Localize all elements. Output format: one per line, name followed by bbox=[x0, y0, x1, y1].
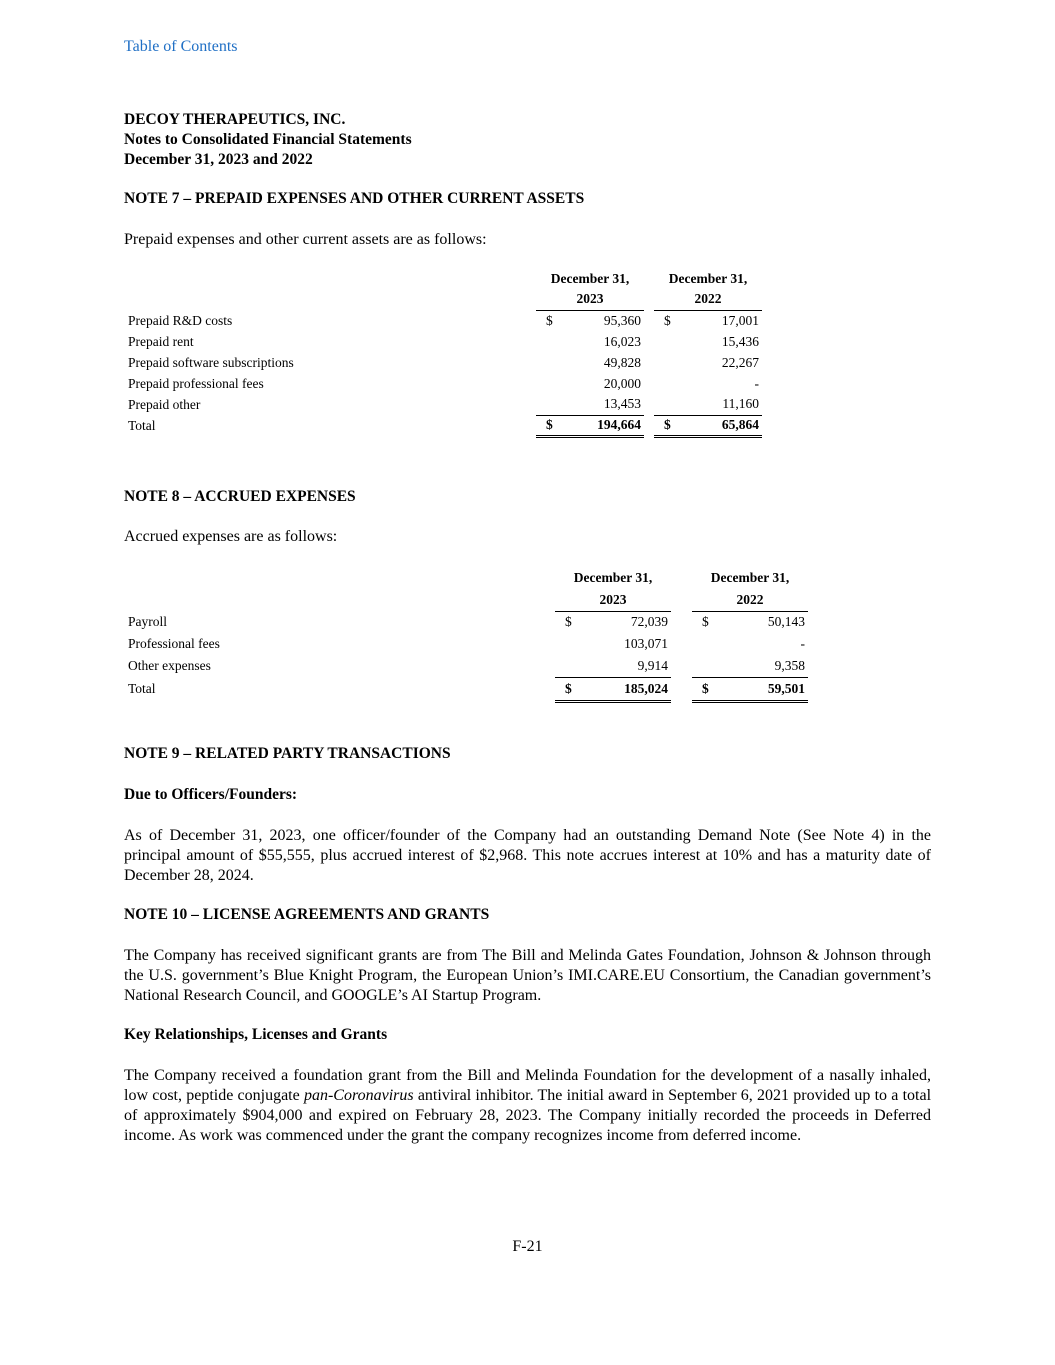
note7-title: NOTE 7 – PREPAID EXPENSES AND OTHER CURRENT ASSETS bbox=[124, 190, 585, 207]
value-2022: $ 17,001 bbox=[654, 310, 762, 331]
note8-header-2022-year: 2022 bbox=[692, 589, 808, 611]
value-2023: $ 95,360 bbox=[536, 310, 644, 331]
total-row bbox=[124, 677, 808, 701]
note7-header-2022-label: December 31, bbox=[668, 270, 748, 286]
italic-term: pan-Coronavirus bbox=[303, 1087, 414, 1104]
currency-symbol: $ bbox=[702, 614, 709, 630]
note8-intro: Accrued expenses are as follows: bbox=[124, 528, 338, 545]
total-label: Total bbox=[128, 681, 156, 696]
value-2022: - bbox=[800, 636, 805, 651]
total-row bbox=[124, 415, 762, 436]
note7-header-2022-year: 2022 bbox=[654, 289, 762, 310]
table-row bbox=[124, 611, 808, 633]
row-label: Other expenses bbox=[128, 658, 211, 673]
note10-title: NOTE 10 – LICENSE AGREEMENTS AND GRANTS bbox=[124, 906, 490, 923]
statement-subtitle: Notes to Consolidated Financial Statements bbox=[124, 131, 412, 148]
value-2023: 13,453 bbox=[536, 394, 644, 415]
row-label: Prepaid R&D costs bbox=[128, 312, 233, 328]
note8-title: NOTE 8 – ACCRUED EXPENSES bbox=[124, 488, 356, 505]
value-2022: 15,436 bbox=[721, 333, 759, 349]
note8-header-2022-label: December 31, bbox=[710, 570, 790, 585]
statement-period: December 31, 2023 and 2022 bbox=[124, 151, 313, 168]
currency-symbol: $ bbox=[546, 312, 553, 328]
row-label: Professional fees bbox=[128, 636, 220, 651]
total-2023: $ 194,664 bbox=[536, 415, 644, 436]
table-of-contents-link[interactable]: Table of Contents bbox=[124, 38, 238, 55]
value-2023: 49,828 bbox=[603, 354, 641, 370]
value-2022: 11,160 bbox=[654, 394, 762, 415]
note10-paragraph-2: The Company received a foundation grant from the Bill and Melinda Foundation for the development of a nasally inhaled, low cost, peptide conjugate pan-Coronavirus antiviral inhibitor. The initial award in September 6, 2021 provided up to a total of approximately $904,000 and expired on February 28, 2023. The Company initially recorded the proceeds in Deferred income. As work was commenced under the grant the company recognizes income from deferred income. bbox=[124, 1067, 932, 1144]
value-2022: $ 50,143 bbox=[692, 611, 808, 633]
note10-paragraph-1: The Company has received significant grants are from The Bill and Melinda Gates Foundation, Johnson & Johnson through the U.S. government’s Blue Knight Program, the European Union’s IMI.CARE.EU Consortium, the Canadian government’s National Research Council, and GOOGLE’s AI Startup Program. bbox=[124, 947, 931, 1004]
row-label: Payroll bbox=[128, 614, 167, 629]
total-2022: $ 65,864 bbox=[654, 415, 762, 436]
total-label: Total bbox=[128, 417, 156, 433]
value-2023: 16,023 bbox=[603, 333, 641, 349]
table-row bbox=[124, 331, 762, 352]
row-label: Prepaid other bbox=[128, 396, 201, 412]
note7-table bbox=[124, 268, 762, 438]
note8-header-2023-label: December 31, bbox=[573, 570, 653, 585]
currency-symbol: $ bbox=[565, 614, 572, 630]
currency-symbol: $ bbox=[546, 417, 553, 432]
currency-symbol: $ bbox=[702, 680, 709, 696]
page-number: F-21 bbox=[512, 1238, 543, 1255]
note7-header-2023-year: 2023 bbox=[536, 289, 644, 310]
table-row bbox=[124, 310, 762, 331]
note9-paragraph: As of December 31, 2023, one officer/founder of the Company had an outstanding Demand Note (See Note 4) in the principal amount of $55,555, plus accrued interest of $2,968. This note accrues interest at 10% and has a maturity date of December 28, 2024. bbox=[124, 827, 931, 884]
value-2023: 20,000 bbox=[603, 375, 641, 391]
table-row bbox=[124, 655, 808, 677]
note9-title: NOTE 9 – RELATED PARTY TRANSACTIONS bbox=[124, 745, 451, 762]
value-2023: $ 72,039 bbox=[555, 611, 671, 633]
row-label: Prepaid rent bbox=[128, 333, 194, 349]
note8-header-2023-year: 2023 bbox=[555, 589, 671, 611]
total-2023: $ 185,024 bbox=[555, 677, 671, 701]
value-2023: 103,071 bbox=[624, 636, 668, 651]
note7-intro: Prepaid expenses and other current assets are as follows: bbox=[124, 231, 487, 248]
currency-symbol: $ bbox=[664, 417, 671, 432]
value-2022: 22,267 bbox=[721, 354, 759, 370]
note8-table bbox=[124, 567, 808, 703]
note7-header-2023-label: December 31, bbox=[550, 270, 630, 286]
note10-subheading: Key Relationships, Licenses and Grants bbox=[124, 1026, 388, 1043]
total-2022: $ 59,501 bbox=[692, 677, 808, 701]
value-2022: - bbox=[754, 375, 759, 391]
table-row bbox=[124, 352, 762, 373]
note9-subheading: Due to Officers/Founders: bbox=[124, 786, 298, 803]
value-2022: 9,358 bbox=[692, 655, 808, 677]
row-label: Prepaid professional fees bbox=[128, 375, 264, 391]
value-2023: 9,914 bbox=[555, 655, 671, 677]
row-label: Prepaid software subscriptions bbox=[128, 354, 294, 370]
table-row bbox=[124, 373, 762, 394]
table-row bbox=[124, 394, 762, 415]
currency-symbol: $ bbox=[565, 680, 572, 696]
currency-symbol: $ bbox=[664, 312, 671, 328]
company-name: DECOY THERAPEUTICS, INC. bbox=[124, 111, 346, 128]
table-row bbox=[124, 633, 808, 655]
